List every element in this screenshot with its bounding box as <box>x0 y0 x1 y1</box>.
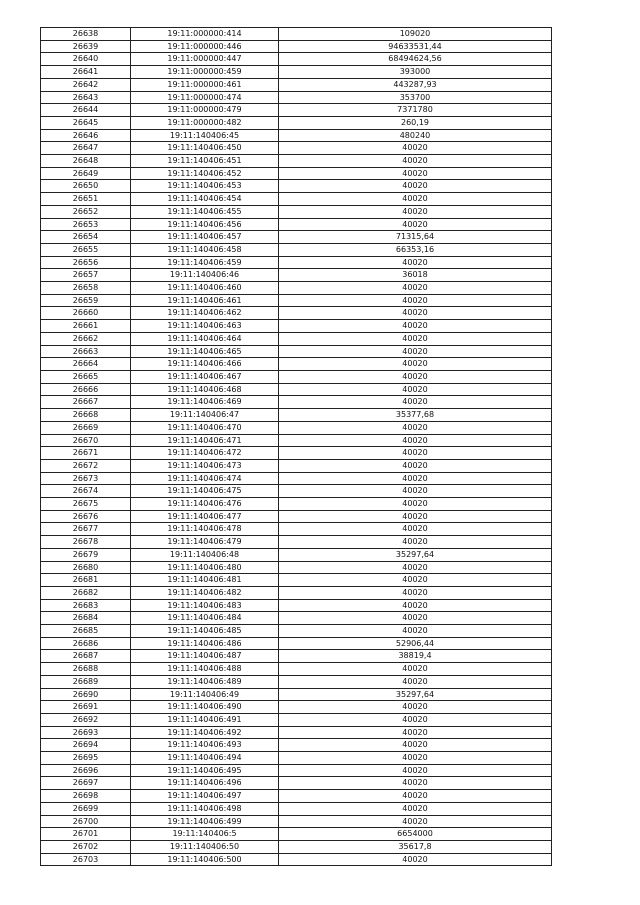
value-cell: 40020 <box>279 282 552 295</box>
row-number-cell: 26638 <box>41 28 131 41</box>
cadastral-number-cell: 19:11:140406:494 <box>131 752 279 765</box>
cadastral-number-cell: 19:11:140406:500 <box>131 853 279 866</box>
table-row <box>41 66 552 79</box>
table-row <box>41 586 552 599</box>
value-cell: 40020 <box>279 752 552 765</box>
row-number-cell: 26639 <box>41 40 131 53</box>
table-row <box>41 536 552 549</box>
row-number-cell: 26681 <box>41 574 131 587</box>
row-number-cell: 26651 <box>41 193 131 206</box>
table-row <box>41 561 552 574</box>
value-cell: 7371780 <box>279 104 552 117</box>
row-number-cell: 26670 <box>41 434 131 447</box>
value-cell: 40020 <box>279 612 552 625</box>
value-cell: 40020 <box>279 370 552 383</box>
value-cell: 40020 <box>279 675 552 688</box>
table-row <box>41 434 552 447</box>
cadastral-number-cell: 19:11:140406:497 <box>131 790 279 803</box>
row-number-cell: 26703 <box>41 853 131 866</box>
row-number-cell: 26645 <box>41 116 131 129</box>
table-row <box>41 269 552 282</box>
row-number-cell: 26642 <box>41 78 131 91</box>
table-row <box>41 713 552 726</box>
cadastral-number-cell: 19:11:140406:480 <box>131 561 279 574</box>
table-row <box>41 320 552 333</box>
cadastral-number-cell: 19:11:140406:474 <box>131 472 279 485</box>
row-number-cell: 26644 <box>41 104 131 117</box>
value-cell: 40020 <box>279 447 552 460</box>
value-cell: 260,19 <box>279 116 552 129</box>
cadastral-number-cell: 19:11:140406:469 <box>131 396 279 409</box>
row-number-cell: 26693 <box>41 726 131 739</box>
table-row <box>41 523 552 536</box>
cadastral-number-cell: 19:11:140406:460 <box>131 282 279 295</box>
cadastral-number-cell: 19:11:140406:482 <box>131 586 279 599</box>
data-table <box>40 27 552 866</box>
value-cell: 40020 <box>279 142 552 155</box>
cadastral-number-cell: 19:11:140406:493 <box>131 739 279 752</box>
value-cell: 40020 <box>279 625 552 638</box>
cadastral-number-cell: 19:11:140406:468 <box>131 383 279 396</box>
row-number-cell: 26696 <box>41 764 131 777</box>
cadastral-number-cell: 19:11:140406:50 <box>131 841 279 854</box>
value-cell: 40020 <box>279 256 552 269</box>
row-number-cell: 26672 <box>41 459 131 472</box>
value-cell: 68494624,56 <box>279 53 552 66</box>
cadastral-number-cell: 19:11:140406:461 <box>131 294 279 307</box>
row-number-cell: 26658 <box>41 282 131 295</box>
cadastral-number-cell: 19:11:140406:498 <box>131 802 279 815</box>
cadastral-number-cell: 19:11:140406:465 <box>131 345 279 358</box>
row-number-cell: 26697 <box>41 777 131 790</box>
row-number-cell: 26646 <box>41 129 131 142</box>
row-number-cell: 26666 <box>41 383 131 396</box>
cadastral-number-cell: 19:11:000000:474 <box>131 91 279 104</box>
row-number-cell: 26690 <box>41 688 131 701</box>
row-number-cell: 26695 <box>41 752 131 765</box>
value-cell: 40020 <box>279 294 552 307</box>
row-number-cell: 26698 <box>41 790 131 803</box>
cadastral-number-cell: 19:11:000000:459 <box>131 66 279 79</box>
cadastral-number-cell: 19:11:140406:488 <box>131 663 279 676</box>
value-cell: 40020 <box>279 777 552 790</box>
table-row <box>41 396 552 409</box>
row-number-cell: 26659 <box>41 294 131 307</box>
table-row <box>41 675 552 688</box>
table-row <box>41 688 552 701</box>
cadastral-number-cell: 19:11:140406:485 <box>131 625 279 638</box>
table-row <box>41 231 552 244</box>
cadastral-number-cell: 19:11:140406:467 <box>131 370 279 383</box>
value-cell: 40020 <box>279 167 552 180</box>
table-row <box>41 129 552 142</box>
value-cell: 40020 <box>279 815 552 828</box>
value-cell: 109020 <box>279 28 552 41</box>
value-cell: 40020 <box>279 205 552 218</box>
cadastral-number-cell: 19:11:140406:464 <box>131 332 279 345</box>
row-number-cell: 26652 <box>41 205 131 218</box>
cadastral-number-cell: 19:11:140406:459 <box>131 256 279 269</box>
row-number-cell: 26679 <box>41 548 131 561</box>
row-number-cell: 26702 <box>41 841 131 854</box>
cadastral-number-cell: 19:11:140406:454 <box>131 193 279 206</box>
cadastral-number-cell: 19:11:140406:45 <box>131 129 279 142</box>
cadastral-number-cell: 19:11:140406:491 <box>131 713 279 726</box>
value-cell: 40020 <box>279 320 552 333</box>
row-number-cell: 26678 <box>41 536 131 549</box>
cadastral-number-cell: 19:11:140406:452 <box>131 167 279 180</box>
table-row <box>41 802 552 815</box>
table-row <box>41 205 552 218</box>
row-number-cell: 26641 <box>41 66 131 79</box>
value-cell: 40020 <box>279 193 552 206</box>
row-number-cell: 26668 <box>41 409 131 422</box>
value-cell: 40020 <box>279 396 552 409</box>
table-row <box>41 193 552 206</box>
cadastral-number-cell: 19:11:140406:499 <box>131 815 279 828</box>
cadastral-number-cell: 19:11:140406:483 <box>131 599 279 612</box>
cadastral-number-cell: 19:11:140406:472 <box>131 447 279 460</box>
table-row <box>41 142 552 155</box>
row-number-cell: 26685 <box>41 625 131 638</box>
value-cell: 40020 <box>279 510 552 523</box>
value-cell: 40020 <box>279 790 552 803</box>
value-cell: 40020 <box>279 383 552 396</box>
value-cell: 40020 <box>279 498 552 511</box>
cadastral-number-cell: 19:11:140406:477 <box>131 510 279 523</box>
value-cell: 40020 <box>279 155 552 168</box>
value-cell: 40020 <box>279 739 552 752</box>
cadastral-number-cell: 19:11:140406:481 <box>131 574 279 587</box>
document-page <box>40 27 551 866</box>
row-number-cell: 26677 <box>41 523 131 536</box>
table-row <box>41 243 552 256</box>
row-number-cell: 26643 <box>41 91 131 104</box>
row-number-cell: 26656 <box>41 256 131 269</box>
value-cell: 480240 <box>279 129 552 142</box>
table-row <box>41 612 552 625</box>
table-row <box>41 104 552 117</box>
row-number-cell: 26675 <box>41 498 131 511</box>
table-row <box>41 510 552 523</box>
value-cell: 40020 <box>279 332 552 345</box>
cadastral-number-cell: 19:11:140406:484 <box>131 612 279 625</box>
cadastral-number-cell: 19:11:140406:455 <box>131 205 279 218</box>
row-number-cell: 26673 <box>41 472 131 485</box>
table-row <box>41 332 552 345</box>
cadastral-number-cell: 19:11:140406:490 <box>131 701 279 714</box>
row-number-cell: 26676 <box>41 510 131 523</box>
value-cell: 40020 <box>279 802 552 815</box>
value-cell: 40020 <box>279 713 552 726</box>
cadastral-number-cell: 19:11:140406:48 <box>131 548 279 561</box>
row-number-cell: 26657 <box>41 269 131 282</box>
row-number-cell: 26661 <box>41 320 131 333</box>
row-number-cell: 26654 <box>41 231 131 244</box>
cadastral-number-cell: 19:11:000000:447 <box>131 53 279 66</box>
table-row <box>41 28 552 41</box>
value-cell: 40020 <box>279 472 552 485</box>
table-row <box>41 256 552 269</box>
value-cell: 40020 <box>279 853 552 866</box>
row-number-cell: 26662 <box>41 332 131 345</box>
table-row <box>41 650 552 663</box>
table-row <box>41 282 552 295</box>
table-row <box>41 739 552 752</box>
row-number-cell: 26682 <box>41 586 131 599</box>
value-cell: 40020 <box>279 599 552 612</box>
value-cell: 40020 <box>279 180 552 193</box>
row-number-cell: 26694 <box>41 739 131 752</box>
value-cell: 40020 <box>279 574 552 587</box>
value-cell: 94633531,44 <box>279 40 552 53</box>
table-row <box>41 383 552 396</box>
table-row <box>41 637 552 650</box>
cadastral-number-cell: 19:11:000000:482 <box>131 116 279 129</box>
row-number-cell: 26684 <box>41 612 131 625</box>
row-number-cell: 26689 <box>41 675 131 688</box>
value-cell: 52906,44 <box>279 637 552 650</box>
row-number-cell: 26655 <box>41 243 131 256</box>
value-cell: 35297,64 <box>279 548 552 561</box>
row-number-cell: 26648 <box>41 155 131 168</box>
value-cell: 40020 <box>279 459 552 472</box>
value-cell: 40020 <box>279 421 552 434</box>
value-cell: 443287,93 <box>279 78 552 91</box>
cadastral-number-cell: 19:11:140406:478 <box>131 523 279 536</box>
table-row <box>41 548 552 561</box>
table-row <box>41 358 552 371</box>
cadastral-number-cell: 19:11:140406:462 <box>131 307 279 320</box>
row-number-cell: 26665 <box>41 370 131 383</box>
value-cell: 6654000 <box>279 828 552 841</box>
cadastral-number-cell: 19:11:000000:446 <box>131 40 279 53</box>
row-number-cell: 26650 <box>41 180 131 193</box>
cadastral-number-cell: 19:11:000000:479 <box>131 104 279 117</box>
table-row <box>41 752 552 765</box>
table-row <box>41 498 552 511</box>
table-row <box>41 167 552 180</box>
row-number-cell: 26671 <box>41 447 131 460</box>
cadastral-number-cell: 19:11:140406:492 <box>131 726 279 739</box>
row-number-cell: 26647 <box>41 142 131 155</box>
value-cell: 35377,68 <box>279 409 552 422</box>
cadastral-number-cell: 19:11:140406:458 <box>131 243 279 256</box>
table-row <box>41 459 552 472</box>
cadastral-number-cell: 19:11:140406:49 <box>131 688 279 701</box>
row-number-cell: 26686 <box>41 637 131 650</box>
table-row <box>41 777 552 790</box>
value-cell: 40020 <box>279 485 552 498</box>
cadastral-number-cell: 19:11:140406:476 <box>131 498 279 511</box>
table-row <box>41 155 552 168</box>
cadastral-number-cell: 19:11:140406:453 <box>131 180 279 193</box>
table-row <box>41 53 552 66</box>
value-cell: 38819,4 <box>279 650 552 663</box>
table-row <box>41 116 552 129</box>
row-number-cell: 26701 <box>41 828 131 841</box>
row-number-cell: 26663 <box>41 345 131 358</box>
cadastral-number-cell: 19:11:140406:463 <box>131 320 279 333</box>
table-row <box>41 370 552 383</box>
row-number-cell: 26649 <box>41 167 131 180</box>
value-cell: 40020 <box>279 701 552 714</box>
value-cell: 40020 <box>279 561 552 574</box>
value-cell: 40020 <box>279 536 552 549</box>
table-row <box>41 472 552 485</box>
row-number-cell: 26683 <box>41 599 131 612</box>
table-row <box>41 815 552 828</box>
row-number-cell: 26669 <box>41 421 131 434</box>
value-cell: 40020 <box>279 434 552 447</box>
cadastral-number-cell: 19:11:140406:451 <box>131 155 279 168</box>
table-row <box>41 218 552 231</box>
table-row <box>41 40 552 53</box>
row-number-cell: 26699 <box>41 802 131 815</box>
value-cell: 40020 <box>279 218 552 231</box>
row-number-cell: 26700 <box>41 815 131 828</box>
row-number-cell: 26687 <box>41 650 131 663</box>
cadastral-number-cell: 19:11:140406:46 <box>131 269 279 282</box>
table-row <box>41 841 552 854</box>
table-row <box>41 485 552 498</box>
cadastral-number-cell: 19:11:140406:486 <box>131 637 279 650</box>
cadastral-number-cell: 19:11:140406:450 <box>131 142 279 155</box>
table-row <box>41 599 552 612</box>
row-number-cell: 26640 <box>41 53 131 66</box>
value-cell: 40020 <box>279 586 552 599</box>
row-number-cell: 26691 <box>41 701 131 714</box>
row-number-cell: 26667 <box>41 396 131 409</box>
table-body <box>41 28 552 866</box>
cadastral-number-cell: 19:11:140406:471 <box>131 434 279 447</box>
cadastral-number-cell: 19:11:140406:496 <box>131 777 279 790</box>
cadastral-number-cell: 19:11:140406:456 <box>131 218 279 231</box>
value-cell: 393000 <box>279 66 552 79</box>
value-cell: 40020 <box>279 345 552 358</box>
cadastral-number-cell: 19:11:140406:5 <box>131 828 279 841</box>
cadastral-number-cell: 19:11:140406:489 <box>131 675 279 688</box>
table-row <box>41 91 552 104</box>
row-number-cell: 26688 <box>41 663 131 676</box>
table-row <box>41 294 552 307</box>
table-row <box>41 447 552 460</box>
cadastral-number-cell: 19:11:140406:466 <box>131 358 279 371</box>
cadastral-number-cell: 19:11:140406:470 <box>131 421 279 434</box>
value-cell: 66353,16 <box>279 243 552 256</box>
cadastral-number-cell: 19:11:000000:414 <box>131 28 279 41</box>
cadastral-number-cell: 19:11:140406:457 <box>131 231 279 244</box>
table-row <box>41 625 552 638</box>
table-row <box>41 663 552 676</box>
table-row <box>41 180 552 193</box>
cadastral-number-cell: 19:11:140406:47 <box>131 409 279 422</box>
cadastral-number-cell: 19:11:000000:461 <box>131 78 279 91</box>
value-cell: 35617,8 <box>279 841 552 854</box>
table-row <box>41 307 552 320</box>
table-row <box>41 764 552 777</box>
table-row <box>41 790 552 803</box>
value-cell: 40020 <box>279 358 552 371</box>
row-number-cell: 26660 <box>41 307 131 320</box>
table-row <box>41 828 552 841</box>
row-number-cell: 26664 <box>41 358 131 371</box>
value-cell: 35297,64 <box>279 688 552 701</box>
row-number-cell: 26692 <box>41 713 131 726</box>
cadastral-number-cell: 19:11:140406:495 <box>131 764 279 777</box>
table-row <box>41 574 552 587</box>
table-row <box>41 726 552 739</box>
table-row <box>41 78 552 91</box>
value-cell: 40020 <box>279 764 552 777</box>
value-cell: 40020 <box>279 726 552 739</box>
value-cell: 71315,64 <box>279 231 552 244</box>
table-row <box>41 409 552 422</box>
cadastral-number-cell: 19:11:140406:475 <box>131 485 279 498</box>
table-row <box>41 853 552 866</box>
value-cell: 353700 <box>279 91 552 104</box>
row-number-cell: 26680 <box>41 561 131 574</box>
value-cell: 40020 <box>279 307 552 320</box>
table-row <box>41 345 552 358</box>
row-number-cell: 26653 <box>41 218 131 231</box>
cadastral-number-cell: 19:11:140406:479 <box>131 536 279 549</box>
value-cell: 40020 <box>279 523 552 536</box>
cadastral-number-cell: 19:11:140406:487 <box>131 650 279 663</box>
row-number-cell: 26674 <box>41 485 131 498</box>
cadastral-number-cell: 19:11:140406:473 <box>131 459 279 472</box>
table-row <box>41 421 552 434</box>
value-cell: 40020 <box>279 663 552 676</box>
table-row <box>41 701 552 714</box>
value-cell: 36018 <box>279 269 552 282</box>
